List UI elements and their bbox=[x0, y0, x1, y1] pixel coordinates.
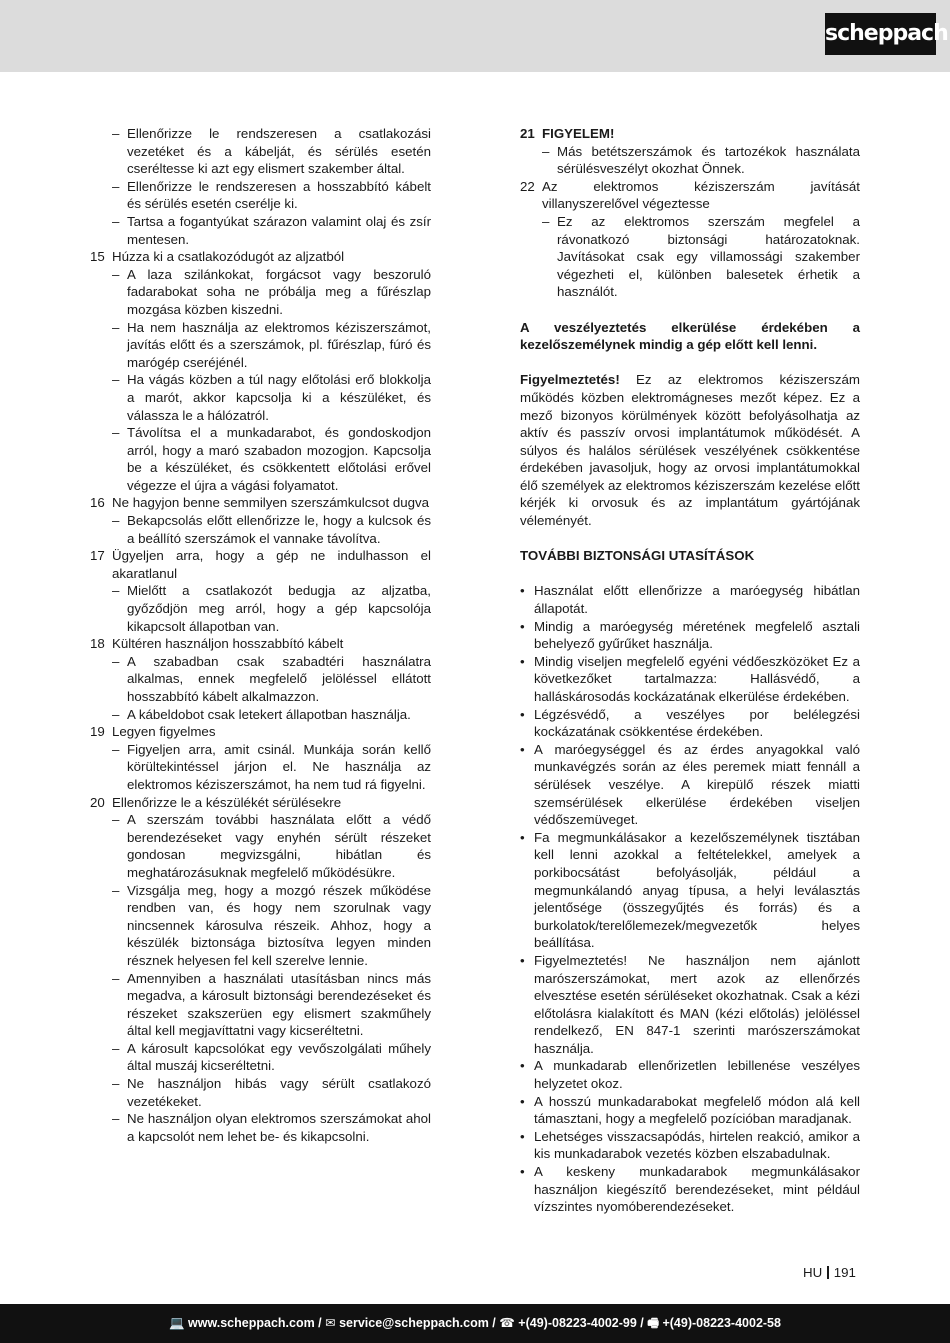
header-bar bbox=[0, 0, 950, 72]
dash-item: – Ha nem használja az elektromos kéziszerszámot, javítás előtt és a szerszámok, pl. fűrészlap, fúró és marógép cseréjénél. bbox=[112, 319, 431, 370]
numbered-item bbox=[90, 547, 431, 582]
item-number: 22 bbox=[520, 178, 535, 194]
dash-text: Ez az elektromos szerszám megfelel a rávonatkozó biztonsági határozatoknak. Javításokat csak egy villamossági szakember végezheti el, különben balesetek érhetik a használót. bbox=[557, 213, 860, 300]
dash-text: Ellenőrizze le rendszeresen a csatlakozási vezetéket és a kábelját, és sérülés esetén cseréltesse ki azt egy elismert szakember által. bbox=[127, 126, 431, 177]
dash-item: – Más betétszerszámok és tartozékok használata sérülésveszélyt okozhat Önnek. bbox=[542, 143, 860, 177]
dash-text: Figyeljen arra, amit csinál. Munkája során kellő körültekintéssel járjon el. Ne használja az elektromos kéziszerszámot, ha nem tud rá figyelni. bbox=[127, 741, 431, 792]
item-title: Ellenőrizze le a készülékét sérülésekre bbox=[112, 794, 342, 810]
dash-text: A károsult kapcsolókat egy vevőszolgálati műhely által muszáj kicseréltetni. bbox=[127, 1040, 431, 1074]
emf-label: Figyelmeztetés! bbox=[520, 372, 620, 388]
bullet-text: A keskeny munkadarabok megmunkálásakor használjon kiegészítő berendezéseket, mint például vízszintes nyomóberendezéseket. bbox=[534, 1164, 860, 1215]
dash-text: Vizsgálja meg, hogy a mozgó részek működése rendben van, és hogy nem szorulnak vagy nincsennek károsulva részeik. Ahhoz, hogy a készülék biztonsága biztosítva legyen minden résznek helyesen fel kell szerelve lennie. bbox=[127, 882, 431, 968]
bullet-item: • Használat előtt ellenőrizze a maróegység hibátlan állapotát. bbox=[520, 583, 860, 617]
numbered-item bbox=[90, 635, 431, 653]
emf-warning bbox=[520, 371, 860, 529]
item-number: 15 bbox=[90, 249, 105, 265]
dash-item: – Tartsa a fogantyúkat szárazon valamint olaj és zsír mentesen. bbox=[112, 213, 431, 247]
item-21 bbox=[520, 125, 860, 143]
dash-item: – A károsult kapcsolókat egy vevőszolgálati műhely által muszáj kicseréltetni. bbox=[112, 1040, 431, 1074]
bullet-item: • A maróegységgel és az érdes anyagokkal való munkavégzés során az éles peremek miatt fennáll a sérülések veszélye. A kirepülő részek miatti szemsérülések elkerülése érdekében viseljen védőszemüveget. bbox=[520, 741, 860, 828]
numbered-item bbox=[90, 723, 431, 741]
bullet-item: • Légzésvédő, a veszélyes por belélegzési kockázatának csökkentése érdekében. bbox=[520, 706, 860, 740]
dash-item: – A szerszám további használata előtt a védő berendezéseket vagy enyhén sérült részeket gondosan megvizsgálni, hibátlan és meghatározásuknak megfelelő működésükre. bbox=[112, 812, 431, 880]
bullet-text: Fa megmunkálásakor a kezelőszemélynek tisztában kell lenni azokkal a feltételekkel, amelyek a porkibocsátást befolyásolják, például a megmunkálandó anyag típusa, a helyi leválasztás jelentősége (összegyűjtés és forrás) és a burkolatok/terelőlemezek/megvezetők helyes beállítása. bbox=[534, 829, 860, 951]
item-number: 21 bbox=[520, 126, 535, 141]
item-title: Ügyeljen arra, hogy a gép ne indulhasson el akaratlanul bbox=[112, 548, 431, 581]
dash-text: Ne használjon hibás vagy sérült csatlakozó vezetékeket. bbox=[127, 1076, 431, 1109]
dash-text: Mielőtt a csatlakozót bedugja az aljzatba, győződjön meg arról, hogy a gép kapcsolója kikapcsolt állapotban van. bbox=[127, 583, 431, 634]
dash-text: Bekapcsolás előtt ellenőrizze le, hogy a kulcsok és a beállító szerszámok el vannake távolítva. bbox=[127, 513, 431, 546]
bullet-text: Légzésvédő, a veszélyes por belélegzési kockázatának csökkentése érdekében. bbox=[534, 706, 860, 740]
dash-item: – Vizsgálja meg, hogy a mozgó részek működése rendben van, és hogy nem szorulnak vagy nincsennek károsulva részeik. Ahhoz, hogy a készülék biztonsága biztosítva legyen minden résznek helyesen fel kell szerelve lennie. bbox=[112, 882, 431, 968]
dash-item: – A laza szilánkokat, forgácsot vagy beszoruló fadarabokat soha ne próbálja meg a fűrészlap mozgása közben kiszedni. bbox=[112, 266, 431, 317]
dash-item: – Ha vágás közben a túl nagy előtolási erő blokkolja a marót, akkor kapcsolja ki a készüléket, és válassza le a hálózatról. bbox=[112, 372, 431, 423]
dash-item: – Ez az elektromos szerszám megfelel a rávonatkozó biztonsági határozatoknak. Javításokat csak egy villamossági szakember végezheti el, különben balesetek érhetik a használót. bbox=[542, 213, 860, 300]
dash-text: A szerszám további használata előtt a védő berendezéseket vagy enyhén sérült részeket gondosan megvizsgálni, hibátlan és meghatározásuknak megfelelő működésükre. bbox=[127, 812, 431, 880]
operator-warning: A veszélyeztetés elkerülése érdekében a kezelőszemélynek mindig a gép előtt kell lenni. bbox=[520, 319, 860, 353]
bullet-text: Figyelmeztetés! Ne használjon nem ajánlott marószerszámokat, mert azok az ellenőrzés elvesztése esetén sérüléseket okozhatnak. Csak a kézi előtolásra kialakított és MAN (kézi előtolás) jelöléssel rendelkező, EN 847-1 szerinti marószerszámokat használja. bbox=[534, 952, 860, 1056]
bullet-text: Lehetséges visszacsapódás, hirtelen reakció, amikor a kis munkadarabok vezetés közben elszabadulnak. bbox=[534, 1128, 860, 1162]
dash-item: – Ne használjon hibás vagy sérült csatlakozó vezetékeket. bbox=[112, 1076, 431, 1109]
bullet-text: Mindig a maróegység méretének megfelelő asztali behelyező gyűrűket használja. bbox=[534, 618, 860, 652]
item-number: 17 bbox=[90, 548, 105, 564]
dash-item: – Ne használjon olyan elektromos szerszámokat ahol a kapcsolót nem lehet be- és kikapcsolni. bbox=[112, 1111, 431, 1144]
dash-item: – Távolítsa el a munkadarabot, és gondoskodjon arról, hogy a maró szabadon mozogjon. Kapcsolja be a készüléket, és csökkentett előtolási erővel végezze el újra a vágási folyamatot. bbox=[112, 425, 431, 493]
item-title: Húzza ki a csatlakozódugót az aljzatból bbox=[112, 249, 345, 265]
page-lang: HU bbox=[803, 1265, 823, 1280]
dash-text: Ellenőrizze le rendszeresen a hosszabbító kábelt és sérülés esetén cserélje ki. bbox=[127, 178, 431, 212]
page-num: 191 bbox=[833, 1265, 856, 1280]
bullet-item: • Fa megmunkálásakor a kezelőszemélynek tisztában kell lenni azokkal a feltételekkel, amelyek a porkibocsátást befolyásolják, például a megmunkálandó anyag típusa, a helyi leválasztás jelentősége (összegyűjtés és forrás) és a burkolatok/terelőlemezek/megvezetők helyes beállítása. bbox=[520, 829, 860, 951]
item-number: 16 bbox=[90, 495, 105, 511]
dash-item: – Amennyiben a használati utasításban nincs más megadva, a károsult biztonsági berendezéseket és részeket szakszerüen egy elismert szakműhely által kell megjavíttatni vagy kicseréltetni. bbox=[112, 970, 431, 1039]
bullet-text: A maróegységgel és az érdes anyagokkal való munkavégzés során az éles peremek miatt fennáll a sérülések veszélye. A kirepülő részek miatti szemsérülések elkerülése érdekében viseljen védőszemüveget. bbox=[534, 741, 860, 828]
section-heading: TOVÁBBI BIZTONSÁGI UTASÍTÁSOK bbox=[520, 548, 755, 564]
dash-text: Távolítsa el a munkadarabot, és gondoskodjon arról, hogy a maró szabadon mozogjon. Kapcsolja be a készüléket, és csökkentett előtolási erővel végezze el újra a vágási folyamatot. bbox=[127, 425, 431, 493]
bullet-item: • Mindig viseljen megfelelő egyéni védőeszközöket Ez a következőket tartalmazza: Hallásvédő, a halláskárosodás kockázatának elkerülése érdekében. bbox=[520, 653, 860, 704]
numbered-item bbox=[90, 248, 431, 266]
item-title: FIGYELEM! bbox=[542, 126, 615, 141]
bullet-item: • A munkadarab ellenőrizetlen lebillenése veszélyes helyzetet okoz. bbox=[520, 1058, 860, 1092]
item-title: Kültéren használjon hosszabbító kábelt bbox=[112, 636, 344, 652]
dash-text: Ha nem használja az elektromos kéziszerszámot, javítás előtt és a szerszámok, pl. fűrészlap, fúró és marógép cseréjénél. bbox=[127, 319, 431, 370]
numbered-item bbox=[90, 794, 431, 812]
item-22 bbox=[520, 178, 860, 213]
dash-text: Más betétszerszámok és tartozékok használata sérülésveszélyt okozhat Önnek. bbox=[557, 143, 860, 177]
bullet-item: • A hosszú munkadarabokat megfelelő módon alá kell támasztani, hogy a megfelelő pozícióban maradjanak. bbox=[520, 1093, 860, 1127]
contact-footer: 💻 www.scheppach.com / ✉ service@scheppach.com / ☎ +(49)-08223-4002-99 / 🖷 +(49)-08223-4002-58 bbox=[0, 1304, 950, 1343]
item-title: Az elektromos kéziszerszám javítását villanyszerelővel végeztesse bbox=[542, 178, 860, 212]
emf-text: Ez az elektromos kéziszerszám működés közben elektromágneses mezőt képez. Ez a mező bizonyos körülmények között befolyásolhatja az aktív és passzív orvosi implantátumok működését. A súlyos és halálos sérülések veszélyének csökkentése érdekében javasoljuk, hogy az orvosi implantátumokkal élő személyek az elektromos kéziszerszám kezelése előtt kérjék ki orvosuk és az implantátum gyártójának véleményét. bbox=[520, 372, 860, 529]
item-number: 19 bbox=[90, 724, 105, 740]
numbered-item bbox=[90, 494, 431, 512]
dash-text: Ha vágás közben a túl nagy előtolási erő blokkolja a marót, akkor kapcsolja ki a készüléket, és válassza le a hálózatról. bbox=[127, 372, 431, 423]
bullet-text: A hosszú munkadarabokat megfelelő módon alá kell támasztani, hogy a megfelelő pozícióban maradjanak. bbox=[534, 1093, 860, 1127]
dash-text: A szabadban csak szabadtéri használatra alkalmas, ennek megfelelő jelöléssel ellátott hosszabbító kábelt alkalmazzon. bbox=[127, 653, 431, 704]
safety-bullets bbox=[520, 582, 860, 1215]
bullet-item: • Lehetséges visszacsapódás, hirtelen reakció, amikor a kis munkadarabok vezetés közben elszabadulnak. bbox=[520, 1128, 860, 1162]
bullet-text: Mindig viseljen megfelelő egyéni védőeszközöket Ez a következőket tartalmazza: Hallásvédő, a halláskárosodás kockázatának elkerülése érdekében. bbox=[534, 653, 860, 704]
dash-item: – A szabadban csak szabadtéri használatra alkalmas, ennek megfelelő jelöléssel ellátott hosszabbító kábelt alkalmazzon. bbox=[112, 653, 431, 704]
left-column bbox=[90, 125, 431, 1145]
dash-item: – Ellenőrizze le rendszeresen a csatlakozási vezetéket és a kábelját, és sérülés esetén cseréltesse ki azt egy elismert szakember által. bbox=[112, 126, 431, 177]
dash-item: – A kábeldobot csak letekert állapotban használja. bbox=[90, 706, 431, 724]
dash-item: – Ellenőrizze le rendszeresen a hosszabbító kábelt és sérülés esetén cserélje ki. bbox=[112, 178, 431, 212]
page-number bbox=[803, 1265, 856, 1280]
bullet-item: • Mindig a maróegység méretének megfelelő asztali behelyező gyűrűket használja. bbox=[520, 618, 860, 652]
right-column bbox=[520, 125, 860, 1216]
item-number: 20 bbox=[90, 794, 105, 810]
dash-text: Ne használjon olyan elektromos szerszámokat ahol a kapcsolót nem lehet be- és kikapcsolni. bbox=[127, 1111, 431, 1144]
dash-item: – Bekapcsolás előtt ellenőrizze le, hogy a kulcsok és a beállító szerszámok el vannake távolítva. bbox=[112, 513, 431, 546]
dash-text: A kábeldobot csak letekert állapotban használja. bbox=[127, 706, 411, 722]
bullet-item: • A keskeny munkadarabok megmunkálásakor használjon kiegészítő berendezéseket, mint például vízszintes nyomóberendezéseket. bbox=[520, 1164, 860, 1215]
dash-text: Tartsa a fogantyúkat szárazon valamint olaj és zsír mentesen. bbox=[127, 213, 431, 247]
dash-text: Amennyiben a használati utasításban nincs más megadva, a károsult biztonsági berendezéseket és részeket szakszerüen egy elismert szakműhely által kell megjavíttatni vagy kicseréltetni. bbox=[127, 970, 431, 1039]
scheppach-logo: scheppach bbox=[825, 13, 936, 55]
dash-item: – Mielőtt a csatlakozót bedugja az aljzatba, győződjön meg arról, hogy a gép kapcsolója kikapcsolt állapotban van. bbox=[112, 583, 431, 634]
bullet-text: A munkadarab ellenőrizetlen lebillenése veszélyes helyzetet okoz. bbox=[534, 1058, 860, 1092]
dash-item: – Figyeljen arra, amit csinál. Munkája során kellő körültekintéssel járjon el. Ne használja az elektromos kéziszerszámot, ha nem tud rá figyelni. bbox=[112, 741, 431, 792]
item-number: 18 bbox=[90, 636, 105, 652]
bullet-text: Használat előtt ellenőrizze a maróegység hibátlan állapotát. bbox=[534, 583, 860, 617]
dash-text: A laza szilánkokat, forgácsot vagy beszoruló fadarabokat soha ne próbálja meg a fűrészlap mozgása közben kiszedni. bbox=[127, 266, 431, 317]
item-title: Ne hagyjon benne semmilyen szerszámkulcsot dugva bbox=[112, 495, 430, 511]
item-title: Legyen figyelmes bbox=[112, 724, 216, 740]
bullet-item: • Figyelmeztetés! Ne használjon nem ajánlott marószerszámokat, mert azok az ellenőrzés elvesztése esetén sérüléseket okozhatnak. Csak a kézi előtolásra kialakított és MAN (kézi előtolás) jelöléssel rendelkező, EN 847-1 szerinti marószerszámokat használja. bbox=[520, 952, 860, 1056]
